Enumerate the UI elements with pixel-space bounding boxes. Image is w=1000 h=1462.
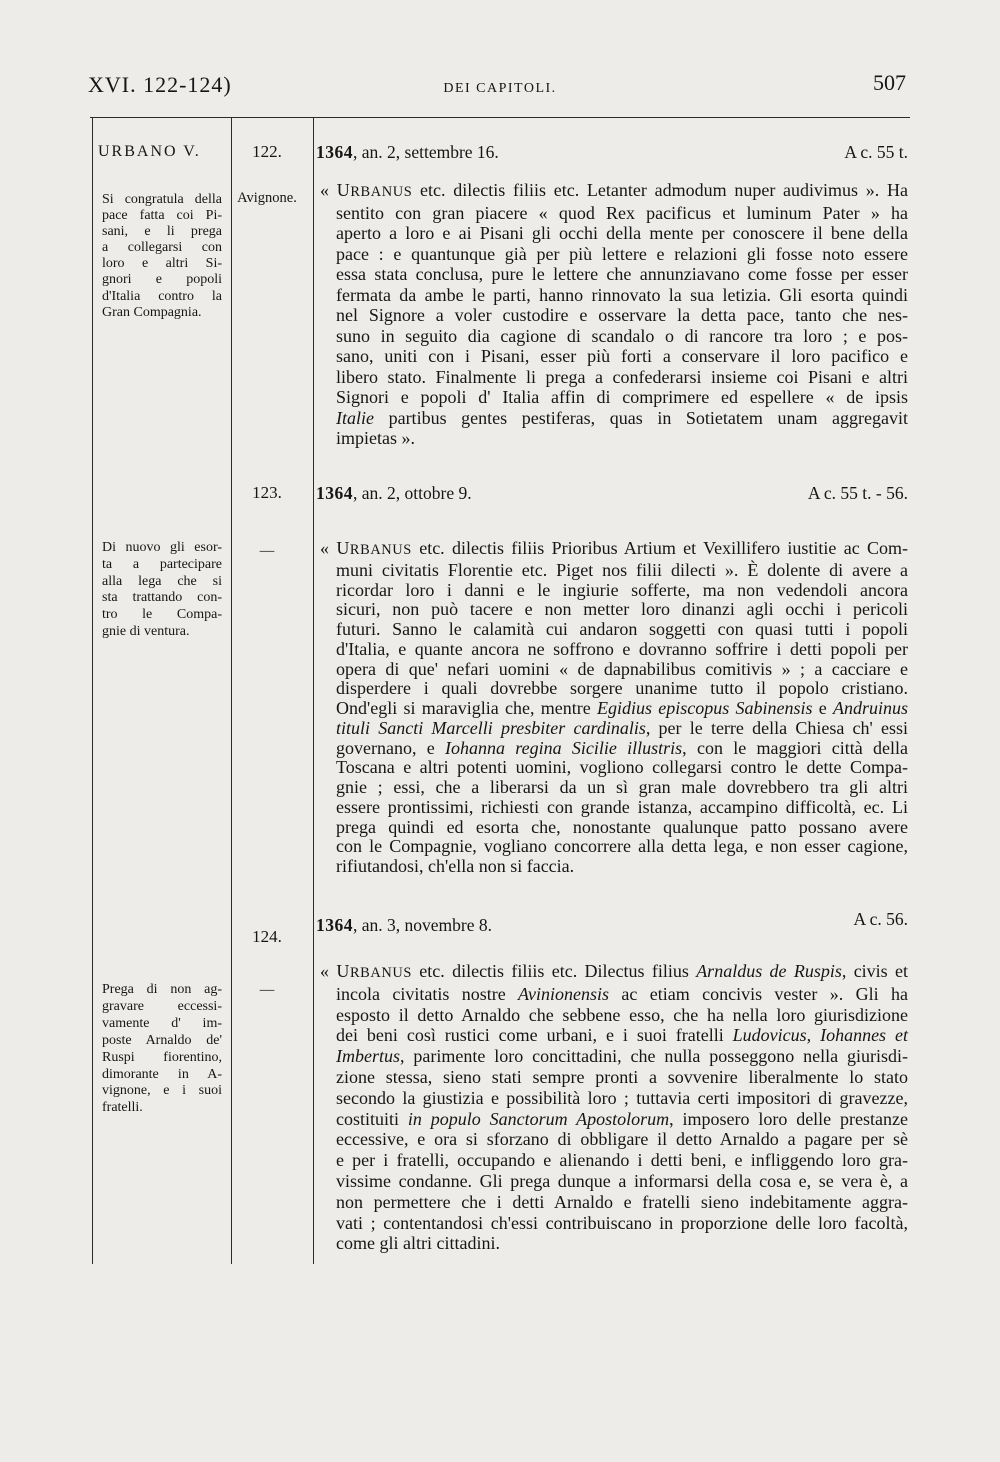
- text-run: governano, e: [336, 737, 446, 758]
- body-line: sano, uniti con i Pisani, esser più forti a conservare il loro pacifico e: [336, 346, 908, 366]
- summary-line: ta a partecipare: [102, 556, 222, 572]
- italic-text: Imbertus: [336, 1046, 400, 1067]
- body-line: pace : e quantunque già per più lettere e relazioni gli fosse noto essere: [336, 243, 908, 264]
- column-rule-number: [313, 118, 314, 1264]
- body-line: [320, 538, 909, 561]
- body-line: fermata da ambe le parti, hanno rinnovato la sua letizia. Gli esorta quindi: [336, 284, 908, 305]
- italic-text: Arnaldus de Ruspis: [696, 961, 842, 981]
- italic-text: tituli Sancti Marcelli presbiter cardinalis: [336, 717, 646, 738]
- running-title: DEI CAPITOLI.: [443, 81, 557, 96]
- body-line: nel Signore a voler custodire e osservare la detta pace, tanto che nes-: [336, 305, 908, 325]
- body-line: [336, 1025, 908, 1046]
- body-line: vati ; contentandosi ch'essi contribuiscano in proporzione delle loro facoltà,: [336, 1212, 908, 1233]
- pontiff-heading: URBANO V.: [98, 143, 201, 160]
- body-line: essa stata conclusa, pure le lettere che annunziavano come fosse per esser: [336, 264, 908, 284]
- body-line: [336, 699, 908, 719]
- body-line: essere prontissimi, richiesti con grande istanza, accampino difficoltà, ec. Li: [336, 796, 908, 817]
- summary-line: Prega di non ag-: [102, 982, 222, 997]
- body-line: [336, 1109, 908, 1130]
- body-line: gnie ; essi, che a liberarsi da un sì gran male dovrebbero tra gli altri: [336, 777, 908, 797]
- summary-line: Di nuovo gli esor-: [102, 540, 222, 555]
- entry-place: Avignone.: [237, 190, 297, 206]
- entry-date: [316, 142, 499, 162]
- archive-folio-reference: A c. 55 t. - 56.: [807, 483, 908, 503]
- body-line: muni civitatis Florentie etc. Piget nos filii dilecti ». È dolente di avere a: [336, 559, 908, 580]
- entry-date: [316, 915, 492, 935]
- body-line: Toscana e altri potenti uomini, vogliono collegarsi contro le dette Compa-: [336, 757, 908, 778]
- entry-year: 1364: [316, 915, 353, 935]
- summary-line: sani, e li prega: [102, 224, 222, 240]
- italic-text: Iohanna regina Sicilie illustris: [445, 737, 683, 758]
- entry-number: 123.: [252, 483, 282, 502]
- entry-number: 124.: [252, 927, 282, 946]
- italic-text: in populo Sanctorum Apostolorum: [407, 1108, 670, 1129]
- summary-line: vamente d' im-: [102, 1015, 222, 1031]
- text-run: , civis et: [841, 961, 909, 981]
- body-line: Signori e popoli d' Italia affin di comprimere ed espellere « de ipsis: [336, 387, 908, 407]
- text-run: «: [320, 961, 337, 981]
- body-line: sicuri, non può tacere e non metter loro dinanzi agli occhi i pericoli: [336, 599, 908, 620]
- summary-line: sta trattando con-: [102, 590, 222, 606]
- entry-place: —: [259, 982, 275, 998]
- summary-line: tro le Compa-: [102, 607, 222, 623]
- summary-line: pace fatta coi Pi-: [102, 208, 222, 224]
- entry-date-rest: , an. 3, novembre 8.: [353, 915, 492, 935]
- entry-body: [320, 538, 909, 877]
- body-line: impietas ».: [336, 428, 415, 448]
- page-number: 507: [873, 70, 906, 95]
- text-run: , con le maggiori città della: [682, 737, 908, 758]
- text-run: etc. dilectis filiis Prioribus Artium et Vexillifero iustitie ac Com-: [411, 538, 909, 558]
- body-line: esposto il detto Arnaldo che sebbene esso, che ha nella loro giurisdizione: [336, 1004, 908, 1025]
- summary-line: Ruspi fiorentino,: [102, 1049, 222, 1065]
- text-run: partibus gentes pestiferas, quas in Sotietatem unam aggregavit: [374, 407, 908, 428]
- body-line: e per i fratelli, occupando e alienando i detti beni, e infliggendo loro gra-: [336, 1150, 908, 1171]
- summary-line: vignone, e i suoi: [102, 1083, 222, 1099]
- column-rule-left: [92, 118, 93, 1264]
- body-line: [320, 961, 909, 984]
- body-line: d'Italia, e quante ancora ne soffrono e dovranno soffrire i detti popoli per: [336, 638, 908, 659]
- body-line: secondo la giustizia e possibilità loro ; tuttavia certi impositori di gravezze,: [336, 1087, 908, 1108]
- italic-text: Andruinus: [832, 698, 908, 718]
- body-line: [336, 739, 908, 759]
- body-line: sentito con gran piacere « quod Rex pacificus et luminum Pater » ha: [336, 202, 908, 223]
- entry-body: [320, 180, 908, 449]
- text-run: , imposero loro delle prestanze: [669, 1108, 908, 1129]
- summary-line: poste Arnaldo de': [102, 1032, 222, 1048]
- body-line: rifiutandosi, ch'ella non si faccia.: [336, 856, 575, 876]
- entry-date-rest: , an. 2, ottobre 9.: [353, 483, 472, 503]
- top-rule: [90, 117, 910, 118]
- body-line: [336, 1046, 908, 1067]
- italic-text: Ludovicus, Iohannes et: [732, 1025, 908, 1046]
- entry-place: —: [259, 543, 275, 559]
- body-line: opera di que' nefari uomini « de dapnabilibus comitivis » ; a cacciare e: [336, 658, 908, 679]
- body-line: ricordar loro i danni e le ingiurie sofferte, ma non vedendoli ancora: [336, 579, 908, 600]
- summary-line: alla lega che si: [102, 573, 222, 589]
- body-line: aperto a loro e ai Pisani gli occhi della mente per conoscere il bene della: [336, 223, 908, 243]
- body-line: [336, 984, 908, 1005]
- archive-folio-reference: A c. 55 t.: [844, 142, 908, 162]
- body-line: vissime condanne. Gli prega dunque a informarsi della cosa e, se vera è, a: [336, 1170, 908, 1191]
- body-line: eccessive, e ora si sforzano di obbligare il detto Arnaldo a pagare per sè: [336, 1129, 908, 1150]
- body-line: disperdere i quali dovrebbe sorgere unanime tutto il popolo cristiano.: [336, 678, 908, 699]
- body-line: zione stessa, sieno stati sempre pronti a sovvenire liberalmente lo stato: [336, 1066, 908, 1087]
- text-run: , parimente loro concittadini, che nulla posseggono nella giurisdi-: [400, 1046, 908, 1067]
- body-line: prega quindi ed esorta che, nonostante qualunque patto possano avere: [336, 816, 908, 837]
- entry-date: [316, 483, 472, 503]
- entry-summary: [102, 982, 222, 1117]
- summary-line: Gran Compagnia.: [102, 304, 202, 320]
- column-rule-summary: [231, 118, 232, 1264]
- body-line: libero stato. Finalmente li prega a confederarsi insieme coi Pisani e altri: [336, 366, 908, 387]
- entry-body: [320, 961, 909, 1254]
- entry-summary: [102, 192, 222, 321]
- entry-summary: [102, 540, 222, 641]
- summary-line: gravare eccessi-: [102, 998, 222, 1014]
- summary-line: d'Italia contro la: [102, 288, 222, 304]
- text-run: ac etiam concivis vester ». Gli ha: [609, 983, 908, 1004]
- body-line: con le Compagnie, vogliano concorrere alla detta lega, e non esser cagione,: [336, 836, 908, 857]
- summary-line: loro e altri Si-: [102, 256, 222, 272]
- body-line: come gli altri cittadini.: [336, 1233, 500, 1254]
- small-caps-text: URBANUS: [336, 961, 412, 981]
- italic-text: Italie: [336, 407, 374, 428]
- text-run: etc. dilectis filiis etc. Letanter admodum nuper audivimus ». Ha: [412, 180, 908, 200]
- text-run: dei beni così rustici come urbani, e i suoi fratelli: [336, 1025, 733, 1046]
- entry-date-rest: , an. 2, settembre 16.: [353, 142, 499, 162]
- italic-text: Egidius episcopus Sabinensis: [596, 698, 813, 718]
- text-run: e: [812, 698, 833, 718]
- summary-line: Si congratula della: [102, 192, 222, 207]
- archive-folio-reference: A c. 56.: [853, 909, 908, 929]
- body-line: [320, 180, 908, 203]
- entry-number: 122.: [252, 142, 282, 161]
- entry-year: 1364: [316, 142, 353, 162]
- text-run: , per le terre della Chiesa ch' essi: [645, 717, 908, 738]
- small-caps-text: URBANUS: [336, 180, 413, 200]
- body-line: futuri. Sanno le calamità cui andaron soggetti con quasi tutti i popoli: [336, 619, 908, 639]
- entry-year: 1364: [316, 483, 353, 503]
- italic-text: Avinionensis: [518, 983, 610, 1004]
- text-run: costituiti: [336, 1108, 408, 1129]
- text-run: etc. dilectis filiis etc. Dilectus filius: [411, 961, 697, 981]
- small-caps-text: URBANUS: [336, 538, 412, 558]
- text-run: Ond'egli si maraviglia che, mentre: [336, 698, 597, 718]
- body-line: [336, 719, 908, 739]
- body-line: suno in seguito dia cagione di scandalo o di rancore tra loro ; e pos-: [336, 325, 908, 346]
- section-range: XVI. 122-124): [88, 72, 232, 97]
- summary-line: a collegarsi con: [102, 240, 222, 256]
- text-run: «: [320, 538, 337, 558]
- text-run: «: [320, 180, 337, 200]
- text-run: incola civitatis nostre: [336, 983, 519, 1004]
- summary-line: gnori e popoli: [102, 272, 222, 288]
- summary-line: gnie di ventura.: [102, 623, 190, 639]
- summary-line: fratelli.: [102, 1100, 143, 1116]
- body-line: non permettere che i detti Arnaldo e fratelli sieno indebitamente aggra-: [336, 1191, 908, 1212]
- body-line: [336, 408, 908, 429]
- summary-line: dimorante in A-: [102, 1066, 222, 1082]
